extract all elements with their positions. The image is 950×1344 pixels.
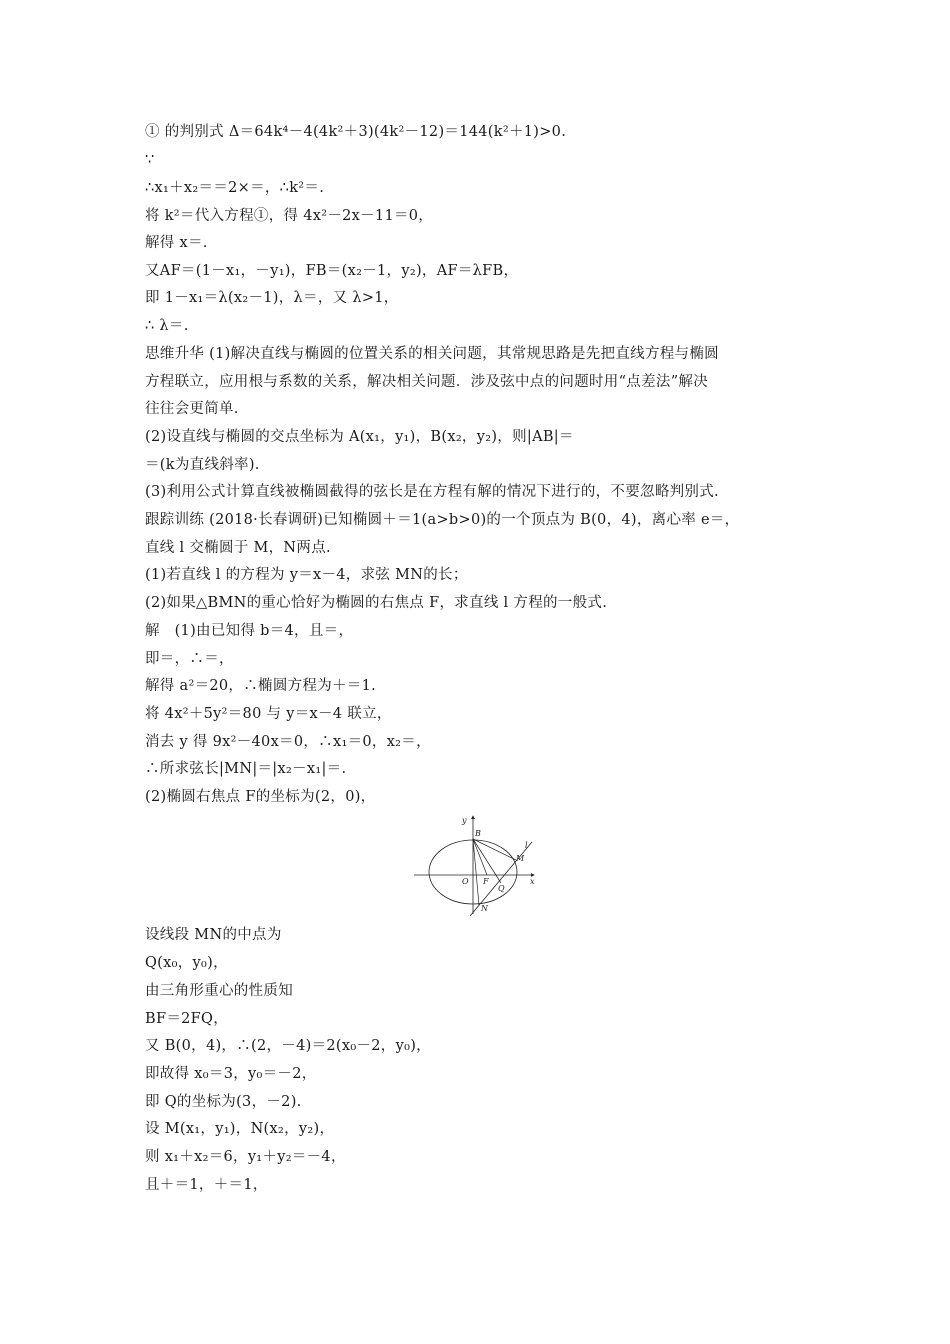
label-N: N bbox=[481, 904, 488, 913]
text-line: ∵ bbox=[145, 152, 155, 168]
solution-line: 即＝，∴＝， bbox=[145, 651, 234, 667]
exercise-line: 跟踪训练 (2018·长春调研)已知椭圆＋＝1(a>b>0)的一个顶点为 B(0，4)，离心率 e＝， bbox=[145, 512, 740, 528]
label-l: l bbox=[525, 841, 528, 850]
solution-line: 解 (1)由已知得 b＝4，且＝， bbox=[145, 623, 354, 639]
segment-BN bbox=[473, 839, 479, 905]
solution-line: BF＝2FQ， bbox=[145, 1011, 228, 1027]
solution-line: ∴所求弦长|MN|＝|x₂－x₁|＝. bbox=[145, 761, 347, 777]
solution-line: 设线段 MN的中点为 bbox=[145, 927, 282, 943]
label-M: M bbox=[516, 854, 525, 863]
label-x: x bbox=[530, 877, 535, 886]
label-B: B bbox=[475, 829, 481, 838]
solution-line: 设 M(x₁，y₁)，N(x₂，y₂)， bbox=[145, 1121, 335, 1137]
text-line: ∴x₁＋x₂＝＝2×＝，∴k²＝. bbox=[145, 180, 325, 196]
solution-line: 且＋＝1，＋＝1， bbox=[145, 1177, 268, 1193]
summary-paragraph-line: 往往会更简单. bbox=[145, 401, 239, 417]
solution-line: 消去 y 得 9x²－40x＝0，∴x₁＝0，x₂＝， bbox=[145, 734, 431, 750]
text-line: ① 的判别式 Δ＝64k⁴－4(4k²＋3)(4k²－12)＝144(k²＋1)>0. bbox=[145, 124, 567, 140]
text-line: (3)利用公式计算直线被椭圆截得的弦长是在方程有解的情况下进行的，不要忽略判别式. bbox=[145, 484, 719, 500]
text-line: 解得 x＝. bbox=[145, 235, 208, 251]
solution-line: 将 4x²＋5y²＝80 与 y＝x－4 联立， bbox=[145, 706, 392, 722]
exercise-line: (1)若直线 l 的方程为 y＝x－4，求弦 MN的长； bbox=[145, 567, 468, 583]
text-line: (2)设直线与椭圆的交点坐标为 A(x₁，y₁)，B(x₂，y₂)，则|AB|＝ bbox=[145, 429, 574, 445]
label-y: y bbox=[462, 816, 467, 825]
exercise-line: 直线 l 交椭圆于 M，N两点. bbox=[145, 540, 331, 556]
text-line: 将 k²＝代入方程①，得 4x²－2x－11＝0， bbox=[145, 208, 434, 224]
solution-line: 由三角形重心的性质知 bbox=[145, 983, 293, 999]
solution-line: 解得 a²＝20，∴椭圆方程为＋＝1. bbox=[145, 678, 377, 694]
solution-line: 又 B(0，4)，∴(2，－4)＝2(x₀－2，y₀)， bbox=[145, 1038, 431, 1054]
solution-line: 即故得 x₀＝3，y₀＝－2， bbox=[145, 1066, 317, 1082]
text-line: ＝(k为直线斜率). bbox=[145, 457, 260, 473]
ellipse-diagram bbox=[410, 812, 540, 916]
solution-line: Q(x₀，y₀)， bbox=[145, 955, 228, 971]
text-line: ∴ λ＝. bbox=[145, 318, 189, 334]
exercise-line: (2)如果△BMN的重心恰好为椭圆的右焦点 F，求直线 l 方程的一般式. bbox=[145, 595, 608, 611]
text-line: 又AF＝(1－x₁，－y₁)，FB＝(x₂－1，y₂)，AF＝λFB， bbox=[145, 263, 519, 279]
solution-line: 则 x₁＋x₂＝6，y₁＋y₂＝－4， bbox=[145, 1149, 346, 1165]
summary-paragraph-line: 方程联立，应用根与系数的关系，解决相关问题．涉及弦中点的问题时用“点差法”解决 bbox=[145, 374, 709, 390]
text-line: 即 1－x₁＝λ(x₂－1)，λ＝，又 λ>1， bbox=[145, 290, 399, 306]
label-F: F bbox=[483, 877, 489, 886]
label-Q: Q bbox=[498, 884, 505, 893]
solution-line: 即 Q的坐标为(3，－2). bbox=[145, 1094, 302, 1110]
summary-paragraph-line: 思维升华 (1)解决直线与椭圆的位置关系的相关问题，其常规思路是先把直线方程与椭圆 bbox=[145, 346, 719, 362]
label-O: O bbox=[462, 877, 469, 886]
segment-BF bbox=[473, 839, 487, 875]
solution-line: (2)椭圆右焦点 F的坐标为(2，0)， bbox=[145, 789, 376, 805]
